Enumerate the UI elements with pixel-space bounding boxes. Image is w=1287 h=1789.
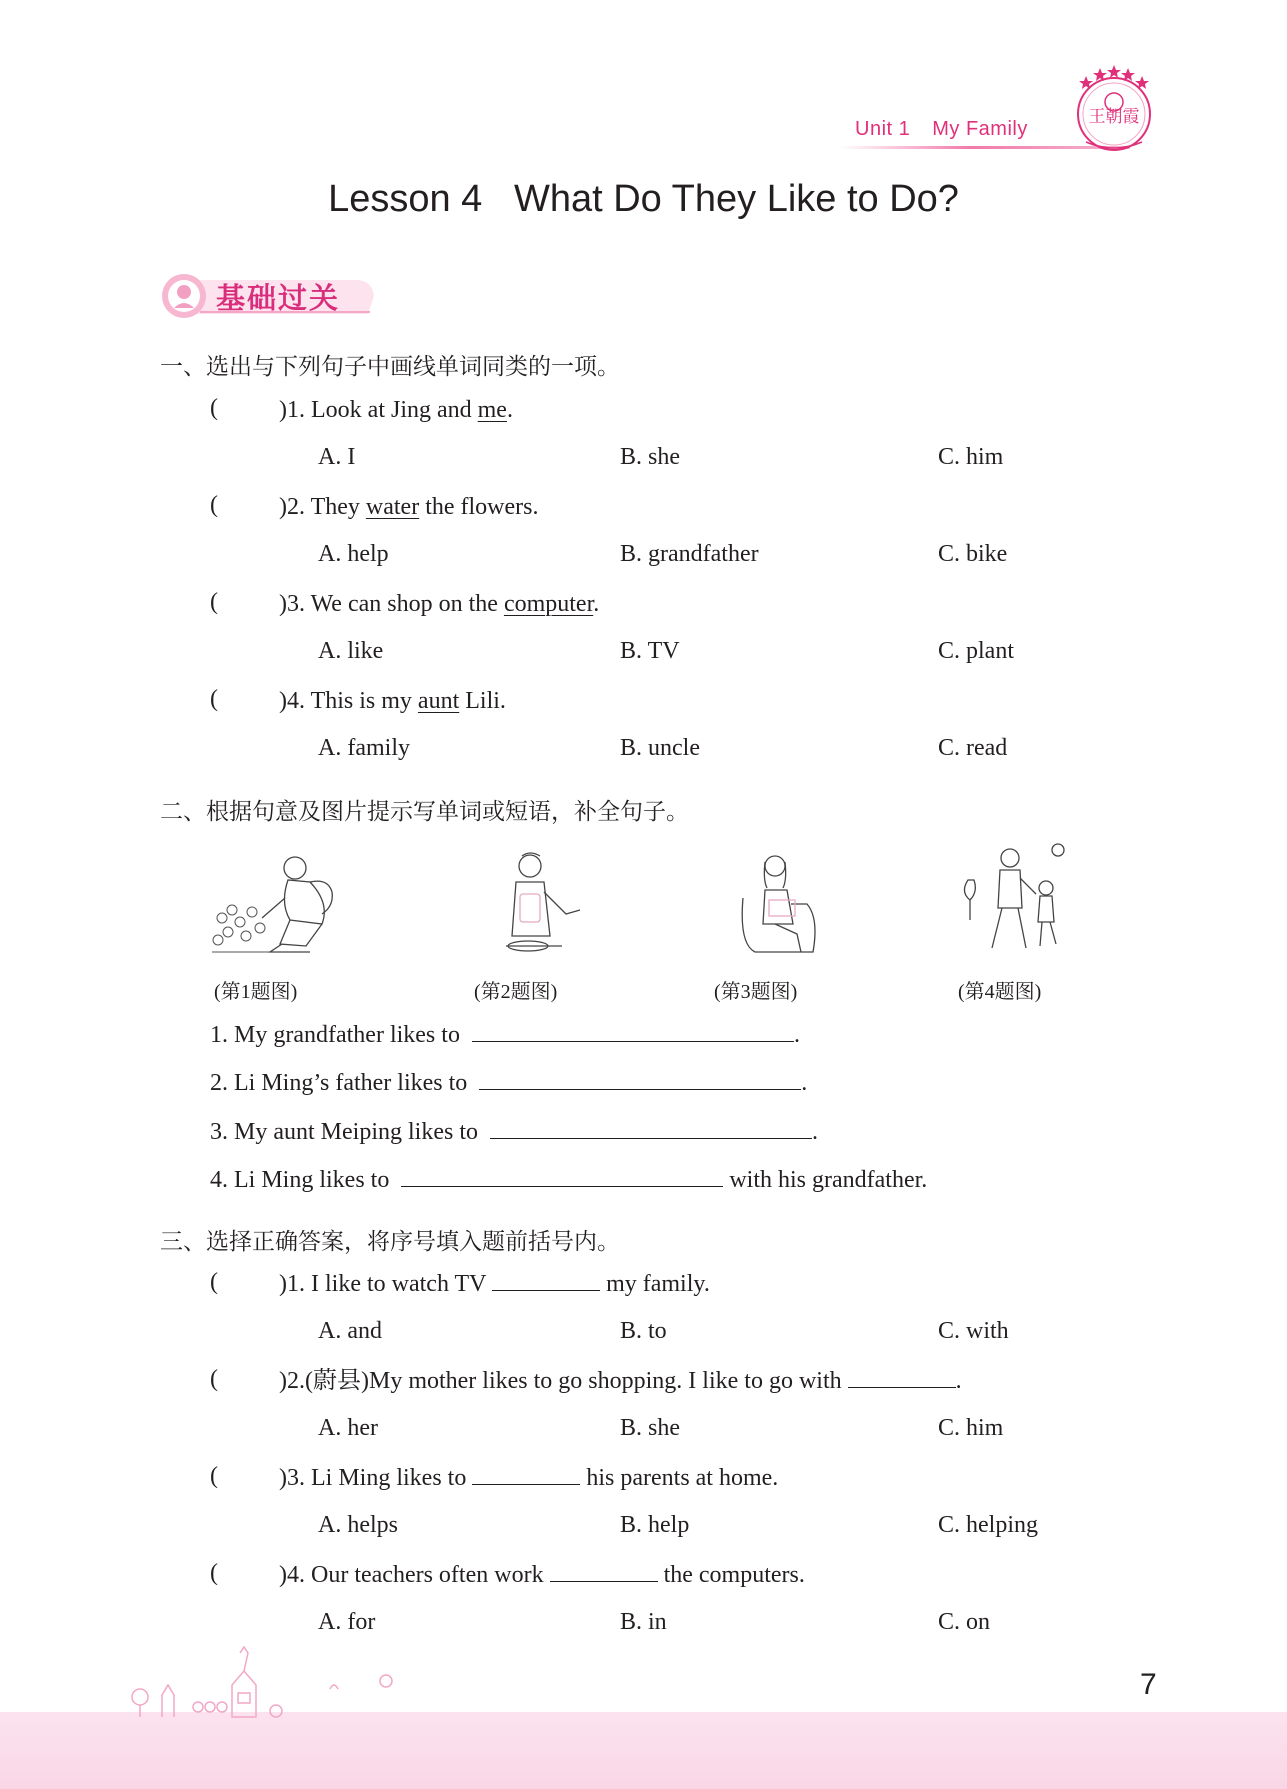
- question-text: )4. This is my aunt Lili.: [279, 688, 506, 714]
- option-a[interactable]: A. and: [318, 1318, 382, 1344]
- answer-paren[interactable]: (: [210, 1269, 218, 1295]
- answer-blank[interactable]: [550, 1561, 658, 1582]
- answer-blank[interactable]: [848, 1367, 956, 1388]
- part1-title: 一、选出与下列句子中画线单词同类的一项。: [160, 354, 620, 379]
- unit-label: Unit 1: [855, 118, 911, 140]
- part2-title: 二、根据句意及图片提示写单词或短语，补全句子。: [160, 799, 689, 824]
- part2-sentence-2: 2. Li Ming’s father likes to .: [210, 1070, 808, 1096]
- publisher-logo: [1072, 62, 1156, 158]
- answer-blank[interactable]: [472, 1464, 580, 1485]
- option-c[interactable]: C. on: [938, 1609, 991, 1635]
- option-c[interactable]: C. him: [938, 444, 1004, 470]
- option-a[interactable]: A. for: [318, 1609, 376, 1635]
- question-text: )3. Li Ming likes to his parents at home.: [279, 1465, 779, 1491]
- option-c[interactable]: C. helping: [938, 1512, 1038, 1538]
- answer-blank[interactable]: [479, 1069, 801, 1090]
- lesson-title: Lesson 4 What Do They Like to Do?: [328, 178, 959, 220]
- question-text: )1. Look at Jing and me.: [279, 397, 513, 423]
- unit-title: My Family: [932, 118, 1028, 140]
- option-c[interactable]: C. plant: [938, 638, 1014, 664]
- walking-with-grandfather-picture: [960, 840, 1080, 960]
- option-b[interactable]: B. TV: [620, 638, 680, 664]
- banner-label: 基础过关: [216, 283, 341, 315]
- question-text: )2.(蔚县)My mother likes to go shopping. I like to go with .: [279, 1368, 962, 1394]
- underlined-word: me: [477, 397, 507, 423]
- picture-3-caption: (第3题图): [714, 981, 798, 1003]
- option-b[interactable]: B. in: [620, 1609, 667, 1635]
- part2-sentence-4: 4. Li Ming likes to with his grandfather.: [210, 1167, 928, 1193]
- part3-title: 三、选择正确答案，将序号填入题前括号内。: [160, 1229, 620, 1254]
- option-c[interactable]: C. with: [938, 1318, 1009, 1344]
- option-b[interactable]: B. uncle: [620, 735, 700, 761]
- answer-blank[interactable]: [492, 1270, 600, 1291]
- option-c[interactable]: C. him: [938, 1415, 1004, 1441]
- answer-paren[interactable]: (: [210, 589, 218, 615]
- question-text: )2. They water the flowers.: [279, 494, 539, 520]
- option-a[interactable]: A. like: [318, 638, 384, 664]
- option-c[interactable]: C. read: [938, 735, 1008, 761]
- answer-blank[interactable]: [401, 1166, 723, 1187]
- option-b[interactable]: B. she: [620, 1415, 680, 1441]
- answer-paren[interactable]: (: [210, 686, 218, 712]
- answer-blank[interactable]: [472, 1021, 794, 1042]
- answer-blank[interactable]: [490, 1118, 812, 1139]
- question-text: )4. Our teachers often work the computers.: [279, 1562, 805, 1588]
- svg-text:王朝霞: 王朝霞: [1088, 107, 1140, 127]
- picture-4-caption: (第4题图): [958, 981, 1042, 1003]
- question-text: )3. We can shop on the computer.: [279, 591, 600, 617]
- underlined-word: aunt: [417, 688, 460, 714]
- picture-1-caption: (第1题图): [214, 981, 298, 1003]
- unit-header: [855, 118, 1028, 141]
- option-b[interactable]: B. grandfather: [620, 541, 759, 567]
- footer-decoration: [120, 1645, 440, 1720]
- answer-paren[interactable]: (: [210, 1560, 218, 1586]
- option-c[interactable]: C. bike: [938, 541, 1008, 567]
- option-a[interactable]: A. help: [318, 541, 389, 567]
- part2-sentence-3: 3. My aunt Meiping likes to .: [210, 1119, 818, 1145]
- question-text: )1. I like to watch TV my family.: [279, 1271, 710, 1297]
- option-a[interactable]: A. I: [318, 444, 356, 470]
- part2-sentence-1: 1. My grandfather likes to .: [210, 1022, 800, 1048]
- answer-paren[interactable]: (: [210, 395, 218, 421]
- aunt-reading-picture: [735, 848, 825, 960]
- option-a[interactable]: A. helps: [318, 1512, 398, 1538]
- option-a[interactable]: A. family: [318, 735, 410, 761]
- answer-paren[interactable]: (: [210, 1366, 218, 1392]
- answer-paren[interactable]: (: [210, 492, 218, 518]
- answer-paren[interactable]: (: [210, 1463, 218, 1489]
- picture-2-caption: (第2题图): [474, 981, 558, 1003]
- footer-band: [0, 1712, 1287, 1789]
- option-a[interactable]: A. her: [318, 1415, 378, 1441]
- father-cooking-picture: [488, 848, 588, 960]
- option-b[interactable]: B. help: [620, 1512, 690, 1538]
- option-b[interactable]: B. she: [620, 444, 680, 470]
- underlined-word: computer: [503, 591, 594, 617]
- page-number: 7: [1140, 1668, 1157, 1701]
- option-b[interactable]: B. to: [620, 1318, 667, 1344]
- grandfather-gardening-picture: [210, 848, 350, 960]
- underlined-word: water: [365, 494, 420, 520]
